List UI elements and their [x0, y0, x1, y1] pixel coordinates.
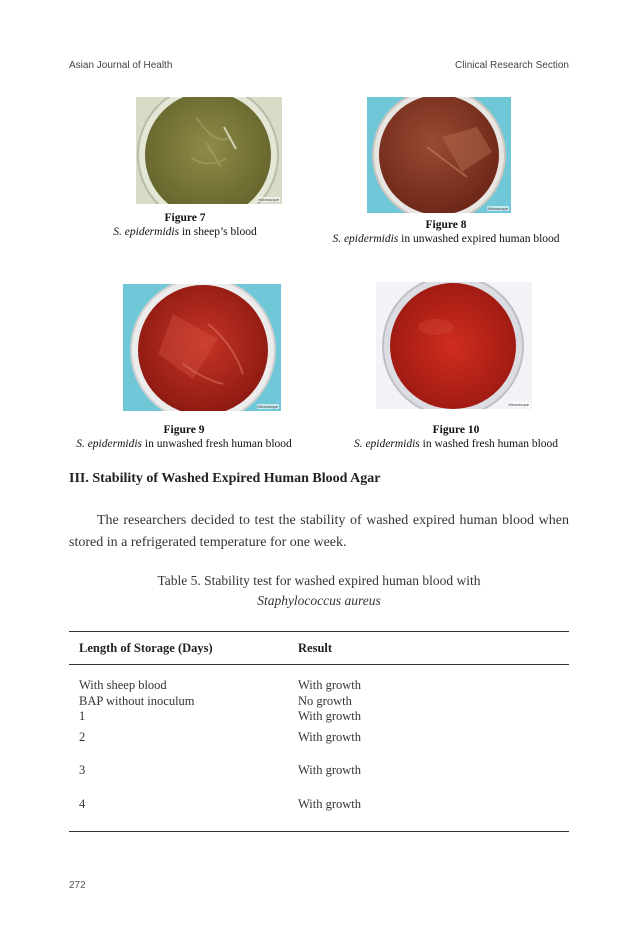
figure-8-stamp: Microscope	[487, 206, 508, 211]
table-row-2-storage: BAP without inoculum	[79, 694, 195, 708]
figure-7-title: Figure 7	[164, 212, 206, 224]
table-row-1-result: With growth	[298, 678, 362, 692]
figure-7-caption	[90, 211, 280, 239]
figure-9-title: Figure 9	[163, 424, 205, 436]
table-row-6-storage: 4	[79, 797, 86, 811]
figure-10-title: Figure 10	[432, 424, 480, 436]
table-row-4-result: With growth	[298, 730, 362, 744]
table-row-5-storage: 3	[79, 763, 86, 777]
table-caption	[69, 571, 569, 611]
table-bottom-rule	[69, 831, 569, 832]
figure-10-stamp: Microscope	[508, 402, 529, 407]
figure-8-title: Figure 8	[425, 219, 467, 231]
figure-9-species: S. epidermidis	[76, 438, 142, 450]
body-paragraph	[69, 510, 569, 554]
table-row-6-result: With growth	[298, 797, 362, 811]
figure-8-species: S. epidermidis	[332, 233, 399, 245]
table-row-3-result: With growth	[298, 709, 362, 723]
figure-7-species: S. epidermidis	[113, 226, 180, 238]
figure-10-caption	[338, 423, 574, 451]
figure-9-image	[123, 284, 281, 411]
table-row-1-storage: With sheep blood	[79, 678, 167, 692]
figure-10-species: S. epidermidis	[353, 438, 420, 450]
page-number: 272	[69, 880, 86, 891]
figure-8-desc: in unwashed expired human blood	[398, 233, 560, 245]
table-header-storage: Length of Storage (Days)	[79, 641, 213, 655]
table-row-3-storage: 1	[79, 709, 86, 723]
figure-10-image	[376, 282, 532, 409]
figure-10-desc: in washed fresh human blood	[419, 438, 559, 450]
figure-7-stamp: Microscope	[258, 197, 279, 202]
table-caption-text: Table 5. Stability test for washed expired human blood with	[157, 573, 481, 588]
table-header-result: Result	[298, 641, 333, 655]
figure-9-caption	[62, 423, 306, 451]
table-row-5-result: With growth	[298, 763, 362, 777]
table-header-rule	[69, 664, 569, 665]
figure-8-image	[367, 97, 511, 213]
figure-7-desc: in sheep’s blood	[179, 226, 257, 238]
table-top-rule	[69, 631, 569, 632]
table-caption-species: Staphylococcus aureus	[257, 593, 381, 608]
body-paragraph-text: The researchers decided to test the stability of washed expired human blood when stored in a refrigerated temperature for one week.	[69, 513, 569, 550]
table-row-4-storage: 2	[79, 730, 86, 744]
figure-8-caption	[318, 218, 574, 246]
table-row-2-result: No growth	[298, 694, 352, 708]
figure-9-desc: in unwashed fresh human blood	[142, 438, 292, 450]
figure-7-image	[136, 97, 282, 204]
section-heading: III. Stability of Washed Expired Human Blood Agar	[69, 471, 381, 486]
figure-9-stamp: Microscope	[257, 404, 278, 409]
section-name: Clinical Research Section	[455, 60, 569, 71]
journal-name: Asian Journal of Health	[69, 60, 173, 71]
